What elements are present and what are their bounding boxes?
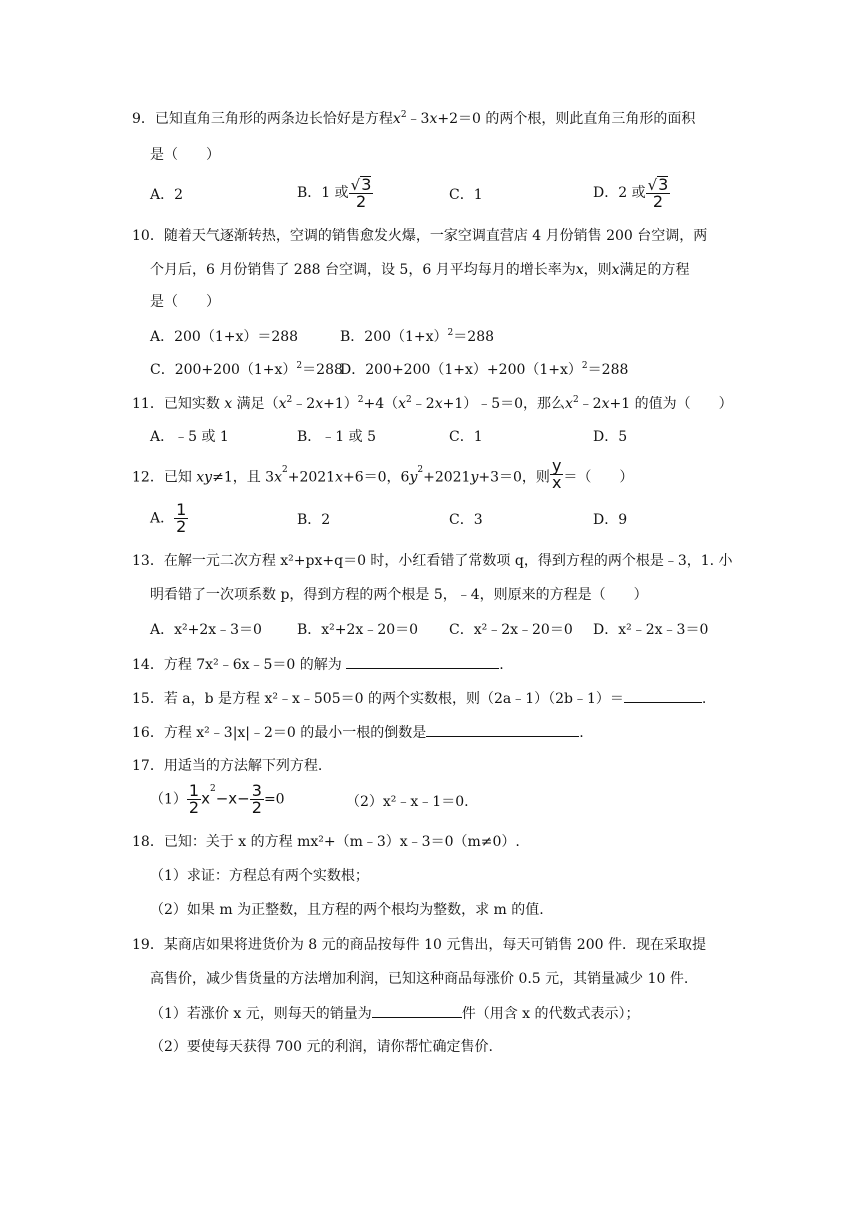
question-16 (132, 722, 584, 743)
exponent: 2 (282, 465, 288, 475)
option-c: C．3 (449, 512, 483, 528)
math-text: =0 (263, 791, 285, 808)
denominator: 2 (188, 798, 200, 817)
question-text: 方程 7x²﹣6x﹣5＝0 的解为 (163, 657, 342, 673)
option-b (340, 327, 494, 347)
question-text: 满足（ (236, 396, 279, 412)
denominator: 2 (251, 798, 262, 817)
option-d (593, 176, 670, 210)
exponent: 2 (210, 784, 216, 794)
question-text: ≠1，且 3 (212, 469, 275, 486)
math-var: x (434, 396, 443, 412)
question-text: +2021 (423, 469, 471, 486)
exponent: 2 (406, 395, 412, 405)
option-d: D．9 (593, 512, 628, 528)
question-text: 某商店如果将进货价为 8 元的商品按每件 10 元售出，每天可销售 200 件．现在采取提 (163, 937, 706, 953)
exponent: 2 (400, 110, 407, 120)
denominator: 2 (355, 192, 367, 211)
question-text: 用适当的方法解下列方程. (163, 758, 323, 774)
fraction (187, 783, 201, 816)
math-var: x (224, 396, 233, 412)
numerator: 3 (251, 781, 262, 800)
math-var: xy (196, 469, 213, 486)
sub-question-19-1 (150, 1003, 640, 1024)
option-text: ＝288 (453, 329, 495, 345)
exponent: 2 (417, 465, 424, 475)
sub-question-19-2: （2）要使每天获得 700 元的利润，请你帮忙确定售价. (150, 1039, 493, 1055)
question-text: +2＝0 的两个根，则此直角三角形的面积 (437, 111, 696, 127)
question-number: 19． (132, 937, 164, 953)
question-19-line-2: 高售价，减少售货量的方法增加利润，已知这种商品每涨价 0.5 元，其销量减少 10 件. (150, 971, 689, 987)
option-a: A．200（1+x）＝288 (150, 329, 299, 345)
option-a: A．x²+2x﹣3＝0 (150, 622, 262, 638)
option-c: C．1 (449, 429, 483, 445)
sub-label: （1） (150, 791, 187, 808)
option-text: D．200+200（1+x）+200（1+x） (340, 362, 582, 378)
question-text: 个月后，6 月份销售了 288 台空调，设 5，6 月平均每月的增长率为 (150, 262, 576, 278)
math-var: x (565, 396, 573, 412)
question-number: 15． (132, 691, 164, 707)
option-d: D．5 (593, 429, 628, 445)
option-text: ＝288 (302, 362, 343, 378)
question-text: ，则 (583, 262, 612, 278)
question-number: 12． (132, 469, 164, 486)
question-15 (132, 688, 706, 709)
question-text: ﹣2 (411, 396, 435, 412)
answer-blank[interactable] (624, 688, 702, 703)
question-text: ＝（ ） (563, 469, 634, 486)
math-var: x (429, 111, 438, 127)
option-b: B．﹣1 或 5 (297, 429, 377, 445)
fraction (550, 458, 563, 491)
question-number: 13． (132, 553, 164, 569)
answer-blank[interactable] (372, 1003, 462, 1018)
math-var: y (470, 469, 479, 486)
exponent: 2 (572, 395, 579, 405)
question-number: 14． (132, 657, 164, 673)
math-var: x (611, 262, 620, 278)
question-text: . (499, 657, 504, 673)
question-number: 11． (132, 396, 164, 412)
option-text: C．200+200（1+x） (150, 362, 297, 378)
question-text: +4（ (363, 396, 399, 412)
option-text: B．200（1+x） (340, 329, 448, 345)
answer-blank[interactable] (346, 654, 499, 669)
denominator: 2 (176, 517, 187, 536)
exponent: 2 (447, 328, 454, 338)
question-text: 已知：关于 x 的方程 mx²+（m﹣3）x﹣3＝0（m≠0）. (163, 834, 520, 850)
option-label: A． (150, 510, 175, 527)
option-a: A．﹣5 或 1 (150, 429, 229, 445)
sub-question-17-1 (150, 783, 285, 816)
option-a: A．2 (150, 187, 184, 203)
question-13-line-1 (132, 551, 733, 571)
math-var: x (278, 396, 287, 412)
option-c: C．1 (449, 187, 483, 203)
question-text: 在解一元二次方程 x²+px+q＝0 时，小红看错了常数项 q，得到方程的两个根是﹣3，1. 小 (163, 553, 733, 569)
math-var: x (601, 396, 610, 412)
math-var: x (575, 262, 584, 278)
question-text: 已知 (163, 469, 192, 486)
radicand: 3 (361, 175, 372, 194)
question-text: （1）若涨价 x 元，则每天的销量为 (150, 1006, 372, 1022)
option-label: B．1 或 (297, 185, 349, 201)
math-var: x (315, 396, 324, 412)
question-text: ﹣2 (292, 396, 316, 412)
numerator: y (551, 456, 562, 475)
question-text: 随着天气逐渐转热，空调的销售愈发火爆，一家空调直营店 4 月份销售 200 台空调，两 (163, 228, 708, 244)
option-c: C．x²﹣2x﹣20＝0 (449, 622, 573, 638)
option-label: D．2 或 (593, 185, 646, 201)
math-var: x (392, 111, 401, 127)
exponent: 2 (581, 361, 588, 371)
question-17 (132, 756, 322, 776)
question-text: 若 a，b 是方程 x²﹣x﹣505＝0 的两个实数根，则（2a﹣1）（2b﹣1）＝ (163, 691, 624, 707)
math-var: x (335, 469, 343, 486)
question-18 (132, 832, 520, 852)
question-13-line-2: 明看错了一次项系数 p，得到方程的两个根是 5，﹣4，则原来的方程是（ ） (150, 587, 648, 603)
question-text: +1）﹣5＝0，那么 (442, 396, 566, 412)
question-number: 9． (132, 111, 155, 127)
exponent: 2 (357, 395, 364, 405)
question-text: +6＝0，6 (343, 469, 410, 486)
exponent: 2 (296, 361, 303, 371)
exponent: 2 (286, 395, 293, 405)
question-9-line-2: 是（ ） (150, 147, 220, 163)
option-text: ＝288 (587, 362, 629, 378)
fraction (174, 502, 188, 535)
math-var: y (409, 469, 418, 486)
question-text: 满足的方程 (619, 262, 690, 278)
question-10-line-1 (132, 226, 707, 246)
denominator: 2 (652, 192, 664, 211)
math-var: x (201, 789, 210, 808)
question-text: +1） (323, 396, 358, 412)
question-9-line-1 (132, 109, 695, 129)
question-text: ﹣2 (578, 396, 602, 412)
sub-question-17-2: （2）x²﹣x﹣1＝0. (346, 794, 469, 810)
answer-blank[interactable] (426, 722, 579, 737)
question-text: 已知实数 (163, 396, 220, 412)
option-c (150, 360, 343, 380)
sub-question-18-2: （2）如果 m 为正整数，且方程的两个根均为整数，求 m 的值. (150, 902, 544, 918)
fraction (646, 176, 671, 210)
option-d: D．x²﹣2x﹣3＝0 (593, 622, 709, 638)
sqrt-icon: √ (647, 176, 658, 194)
math-var: x (398, 396, 407, 412)
question-text: +3＝0，则 (478, 469, 550, 486)
fraction (349, 176, 374, 210)
question-text: +2021 (287, 469, 336, 486)
question-number: 18． (132, 834, 164, 850)
question-text: 方程 x²﹣3|x|﹣2＝0 的最小一根的倒数是 (163, 725, 427, 741)
option-a (150, 502, 188, 535)
fraction (250, 783, 264, 816)
numerator: 1 (176, 500, 187, 519)
question-number: 17． (132, 758, 164, 774)
question-12-line-1 (132, 456, 634, 492)
math-var: x (274, 469, 282, 486)
numerator: 1 (188, 781, 200, 800)
denominator: x (551, 473, 562, 492)
question-number: 10． (132, 228, 164, 244)
option-b: B．2 (297, 512, 331, 528)
question-11-line-1 (132, 394, 733, 414)
question-14 (132, 654, 504, 675)
option-b (297, 176, 373, 210)
math-text: −x− (215, 789, 250, 808)
question-text: ﹣3 (406, 111, 430, 127)
question-19-line-1 (132, 935, 706, 955)
question-text: +1 的值为（ ） (609, 396, 733, 412)
option-d (340, 360, 628, 380)
question-10-line-3: 是（ ） (150, 294, 220, 310)
radicand: 3 (658, 175, 669, 194)
sub-question-18-1: （1）求证：方程总有两个实数根； (150, 868, 369, 884)
question-text: . (701, 691, 707, 707)
question-text: . (579, 725, 584, 741)
option-b: B．x²+2x﹣20＝0 (297, 622, 419, 638)
sqrt-icon: √ (350, 176, 361, 194)
question-10-line-2 (150, 260, 690, 280)
question-text: 已知直角三角形的两条边长恰好是方程 (154, 111, 393, 127)
question-number: 16． (132, 725, 164, 741)
question-text: 件（用含 x 的代数式表示）； (461, 1006, 640, 1022)
